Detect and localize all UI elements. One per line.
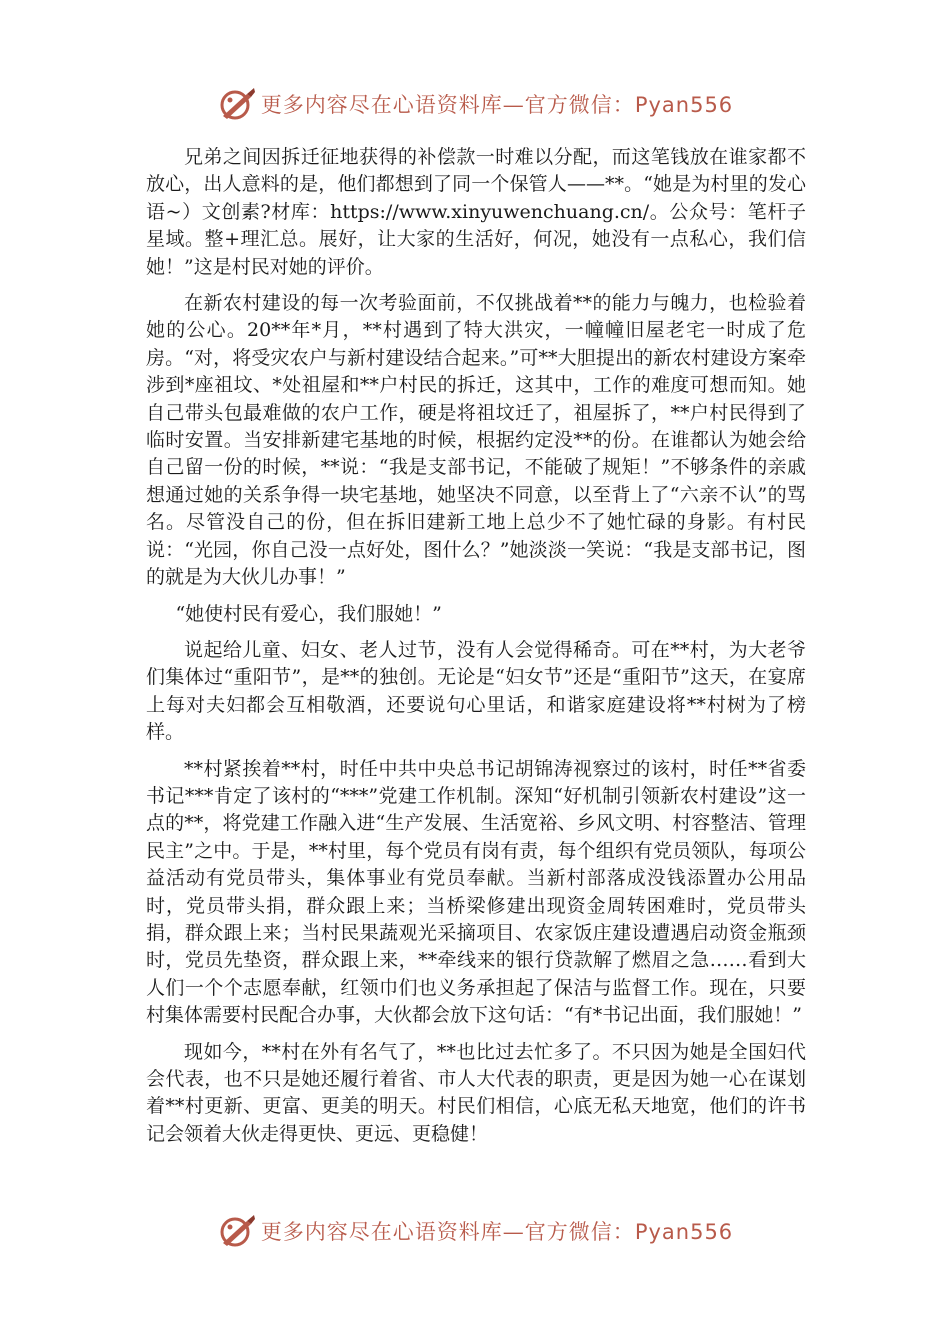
pen-circle-logo-icon [217,86,257,122]
header-banner [0,82,950,126]
pen-circle-logo-icon [217,1213,257,1249]
banner-text: 更多内容尽在心语资料库—官方微信：Pyan556 [260,1220,734,1244]
banner-text: 更多内容尽在心语资料库—官方微信：Pyan556 [260,93,734,117]
paragraph-4: **村紧挨着**村，时任中共中央总书记胡锦涛视察过的该村，时任**省委书记***肯定了该村的“***”党建工作机制。深知“好机制引领新农村建设”这一点的**，将党建工作融入进“生产发展、生活宽裕、乡风文明、村容整洁、管理民主”之中。于是，**村里，每个党员有岗有责，每个组织有党员领队，每项公益活动有党员带头，集体事业有党员奉献。当新村部落成没钱添置办公用品时，党员带头捐，群众跟上来；当桥梁修建出现资金周转困难时，党员带头捐，群众跟上来；当村民果蔬观光采摘项目、农家饭庄建设遭遇启动资金瓶颈时，党员先垫资，群众跟上来，**牵线来的银行贷款解了燃眉之急……看到大人们一个个志愿奉献，红领巾们也义务承担起了保洁与监督工作。现在，只要村集体需要村民配合办事，大伙都会放下这句话：“有*书记出面，我们服她！” [146,757,806,1027]
document-body [146,144,806,1157]
paragraph-5: 现如今，**村在外有名气了，**也比过去忙多了。不只因为她是全国妇代会代表，也不只是她还履行着省、市人大代表的职责，更是因为她一心在谋划着**村更新、更富、更美的明天。村民们相信，心底无私天地宽，他们的许书记会领着大伙走得更快、更远、更稳健！ [146,1040,806,1145]
paragraph-3: 说起给儿童、妇女、老人过节，没有人会觉得稀奇。可在**村，为大老爷们集体过“重阳节”，是**的独创。无论是“妇女节”还是“重阳节”这天，在宴席上每对夫妇都会互相敬酒，还要说句心里话，和谐家庭建设将**村树为了榜样。 [146,638,806,744]
banner-wechat-id: Pyan556 [634,1220,734,1244]
banner-wechat-id: Pyan556 [634,93,734,117]
paragraph-2: 在新农村建设的每一次考验面前，不仅挑战着**的能力与魄力，也检验着她的公心。20**年*月，**村遇到了特大洪灾，一幢幢旧屋老宅一时成了危房。“对，将受灾农户与新村建设结合起来。”可**大胆提出的新农村建设方案牵涉到*座祖坟、*处祖屋和**户村民的拆迁，这其中，工作的难度可想而知。她自己带头包最难做的农户工作，硬是将祖坟迁了，祖屋拆了，**户村民得到了临时安置。当安排新建宅基地的时候，根据约定没**的份。在谁都认为她会给自己留一份的时候，**说：“我是支部书记，不能破了规矩！”不够条件的亲戚想通过她的关系争得一块宅基地，她坚决不同意，以至背上了“六亲不认”的骂名。尽管没自己的份，但在拆旧建新工地上总少不了她忙碌的身影。有村民说：“光园，你自己没一点好处，图什么？”她淡淡一笑说：“我是支部书记，图的就是为大伙儿办事！” [146,292,806,589]
footer-banner [0,1209,950,1253]
paragraph-quote: “她使村民有爱心，我们服她！” [175,602,442,625]
paragraph-1: 兄弟之间因拆迁征地获得的补偿款一时难以分配，而这笔钱放在谁家都不放心，出人意料的是，他们都想到了同一个保管人——**。“她是为村里的发心语~）文创素?材库：https://www.xinyuwenchuang.cn/。公众号：笔杆子星域。整+理汇总。展好，让大家的生活好，何况，她没有一点私心，我们信她！”这是村民对她的评价。 [146,146,806,278]
